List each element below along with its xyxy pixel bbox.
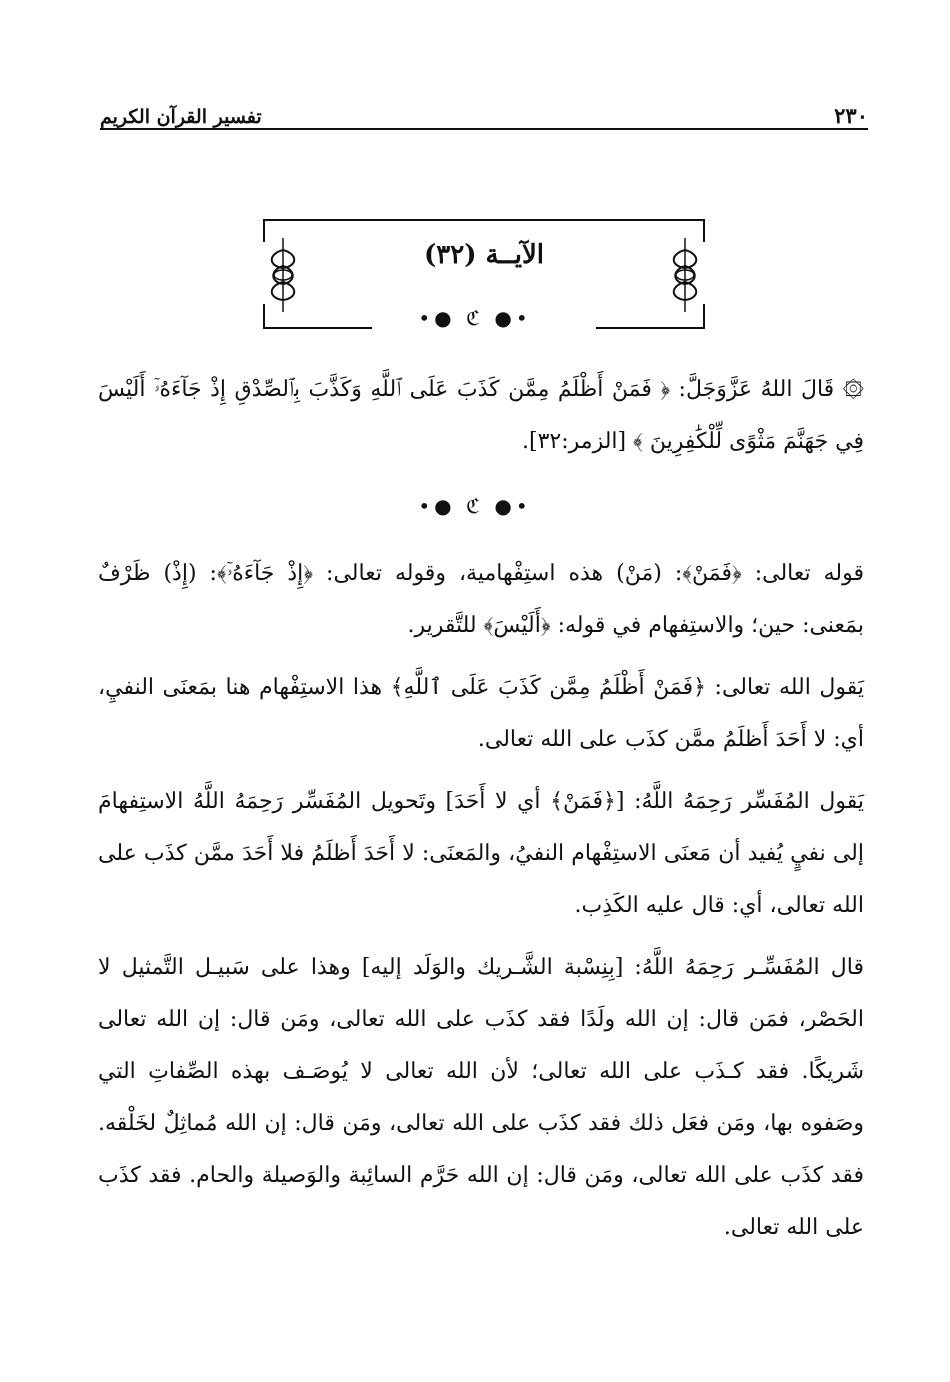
verse-text: ۞ قَالَ اللهُ عَزَّوَجَلَّ: ﴿ فَمَنْ أَظْلَمُ مِمَّن كَذَبَ عَلَى ٱللَّهِ وَكَذَّبَ بِٱلصِّدْقِ إِذْ جَآءَهُۥٓ أَلَيْسَ فِي جَهَنَّمَ مَثْوًى لِّلْكَٰفِرِينَ ﴾ [الزمر:٣٢]. bbox=[98, 377, 864, 454]
running-header bbox=[100, 92, 868, 128]
commentary-paragraph: يَقول المُفَسِّر رَحِمَهُ اللَّهُ: [﴿فَمَنْ﴾ أي لا أَحَدَ] وتَحويل المُفَسِّر رَحِمَهُ اللَّهُ الاستِفهامَ إلى نفيٍ يُفيد أن مَعنَى الاستِفْهام النفيُ، والمَعنَى: لا أَحَدَ أَظلَمُ فلا أَحَدَ ممَّن كذَب على الله تعالى، أي: قال عليه الكَذِب. bbox=[98, 789, 864, 918]
header-rule bbox=[100, 128, 868, 130]
divider-ornament: •● ℭ ●• bbox=[418, 494, 532, 518]
page-number: ٢٣٠ bbox=[834, 103, 868, 128]
commentary-paragraph: قوله تعالى: ﴿فَمَنْ﴾: (مَنْ) هذه استِفْهامية، وقوله تعالى: ﴿إِذْ جَآءَهُۥٓ﴾: (إِذْ) ظَرْفٌ بمَعنى: حين؛ والاستِفهام في قوله: ﴿أَلَيْسَ﴾ للتَّقرير. bbox=[98, 561, 864, 638]
verse-block bbox=[98, 364, 864, 468]
commentary bbox=[98, 548, 864, 1254]
book-title: تفسير القرآن الكريم bbox=[100, 106, 262, 128]
ayah-title: الآيــة (٣٢) bbox=[423, 240, 545, 270]
divider-ornament: •● ℭ ●• bbox=[418, 306, 532, 330]
commentary-paragraph: يَقول الله تعالى: ﴿فَمَنْ أَظْلَمُ مِمَّن كَذَبَ عَلَى ٱللَّهِ﴾ هذا الاستِفْهام هنا بمَعنَى النفيِ، أي: لا أَحَدَ أَظلَمُ ممَّن كذَب على الله تعالى. bbox=[98, 675, 864, 752]
commentary-paragraph: قال المُفَسِّـر رَحِمَهُ اللَّهُ: [بِنِسْبة الشَّـريك والوَلَد إليه] وهذا على سَبيـل التَّمثيل لا الحَصْر، فمَن قال: إن الله ولَدًا فقد كذَب على الله تعالى، ومَن قال: إن الله تعالى شَريكًا. فقد كـذَب على الله تعالى؛ لأن الله تعالى لا يُوصَـف بهذه الصِّفاتِ التي وصَفوه بها، ومَن فعَل ذلك فقد كذَب على الله تعالى، ومَن قال: إن الله مُماثِلٌ لخَلْقه. فقد كذَب على الله تعالى، ومَن قال: إن الله حَرَّم السائِبة والوَصيلة والحام. فقد كذَب على الله تعالى. bbox=[98, 955, 864, 1240]
